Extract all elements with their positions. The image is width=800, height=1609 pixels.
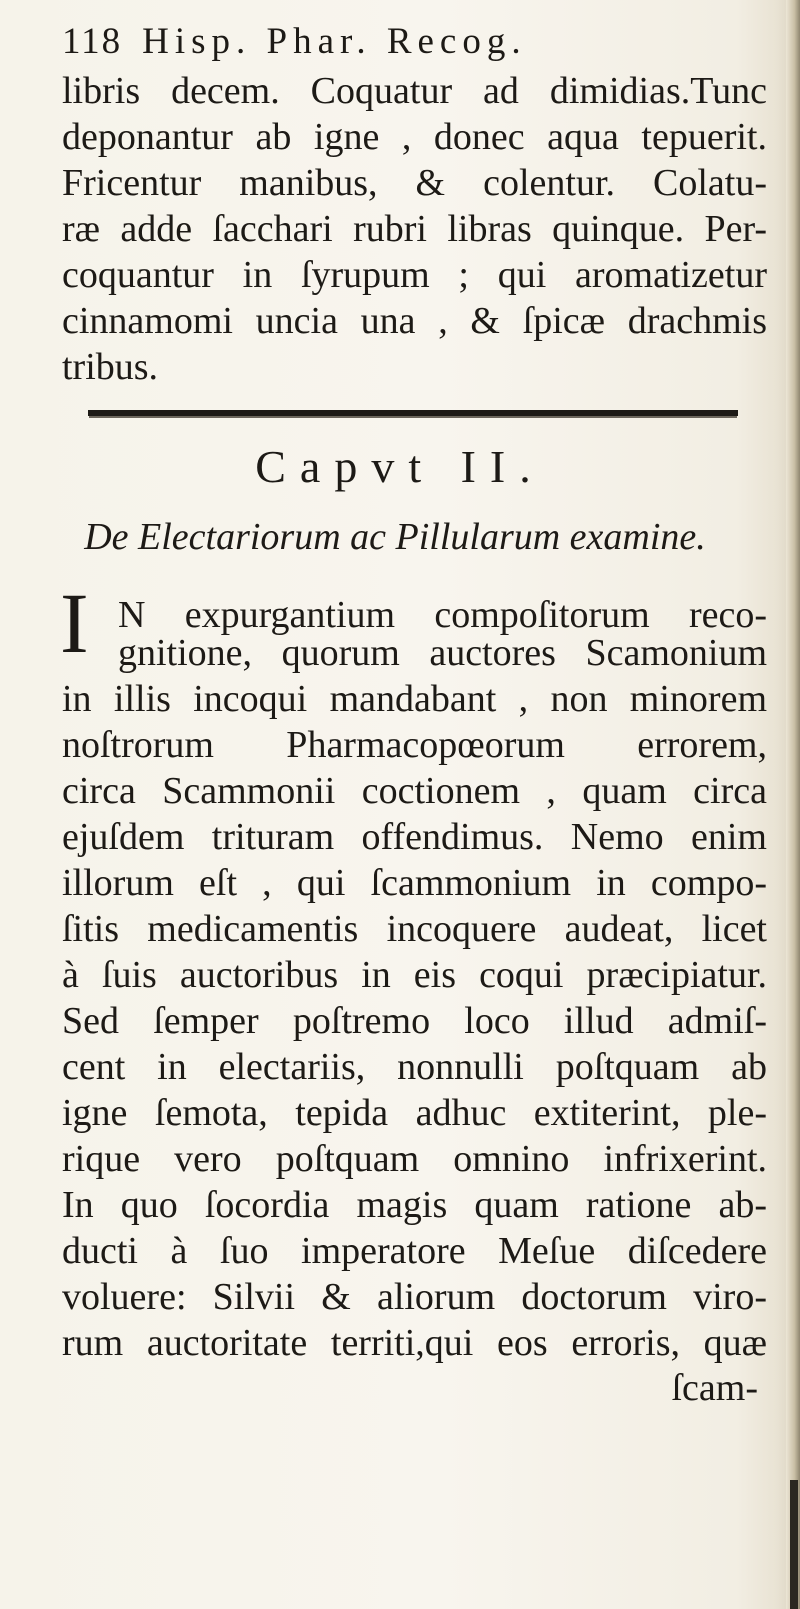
text-line: gnitione, quorum auctores Scamonium <box>118 632 767 674</box>
text-line: tribus. <box>62 346 159 388</box>
text-line: ejuſdem trituram offendimus. Nemo enim <box>62 816 767 858</box>
drop-cap: I <box>60 575 89 671</box>
text-line: voluere: Silvii & aliorum doctorum viro- <box>62 1276 767 1318</box>
catchword: ſcam- <box>671 1367 758 1409</box>
text-line: rum auctoritate territi,qui eos erroris, quæ <box>62 1322 767 1364</box>
text-line: cent in electariis, nonnulli poſtquam ab <box>62 1046 767 1088</box>
text-line: ducti à ſuo imperatore Meſue diſcedere <box>62 1230 767 1272</box>
text-line: Fricentur manibus, & colentur. Colatu- <box>62 162 767 204</box>
text-line: Sed ſemper poſtremo loco illud admiſ- <box>62 1000 767 1042</box>
text-line: à ſuis auctoribus in eis coqui præcipiatur. <box>62 954 767 996</box>
text-line: circa Scammonii coctionem , quam circa <box>62 770 767 812</box>
text-line: in illis incoqui mandabant , non minorem <box>62 678 767 720</box>
chapter-heading: Capvt II. <box>255 441 545 492</box>
text-line: ræ adde ſacchari rubri libras quinque. Per- <box>62 208 767 250</box>
chapter-subtitle: De Electariorum ac Pillularum examine. <box>84 516 706 558</box>
text-line: noſtrorum Pharmacopœorum errorem, <box>62 724 767 766</box>
text-line: libris decem. Coquatur ad dimidias.Tunc <box>62 70 767 112</box>
binding-shadow <box>790 1480 798 1609</box>
text-line: In quo ſocordia magis quam ratione ab- <box>62 1184 767 1226</box>
running-header <box>62 20 767 63</box>
running-title: Hisp. Phar. Recog. <box>142 21 527 62</box>
binding-edge <box>786 0 800 1609</box>
section-rule <box>88 410 738 416</box>
text-line: ſitis medicamentis incoquere audeat, licet <box>62 908 767 950</box>
page-number: 118 <box>62 21 123 62</box>
text-line: deponantur ab igne , donec aqua tepuerit. <box>62 116 767 158</box>
text-line: igne ſemota, tepida adhuc extiterint, ple- <box>62 1092 767 1134</box>
text-line: coquantur in ſyrupum ; qui aromatizetur <box>62 254 767 296</box>
text-line: rique vero poſtquam omnino infrixerint. <box>62 1138 767 1180</box>
text-line: illorum eſt , qui ſcammonium in compo- <box>62 862 767 904</box>
text-line: cinnamomi uncia una , & ſpicæ drachmis <box>62 300 767 342</box>
text-line: N expurgantium compoſitorum reco- <box>118 594 767 636</box>
